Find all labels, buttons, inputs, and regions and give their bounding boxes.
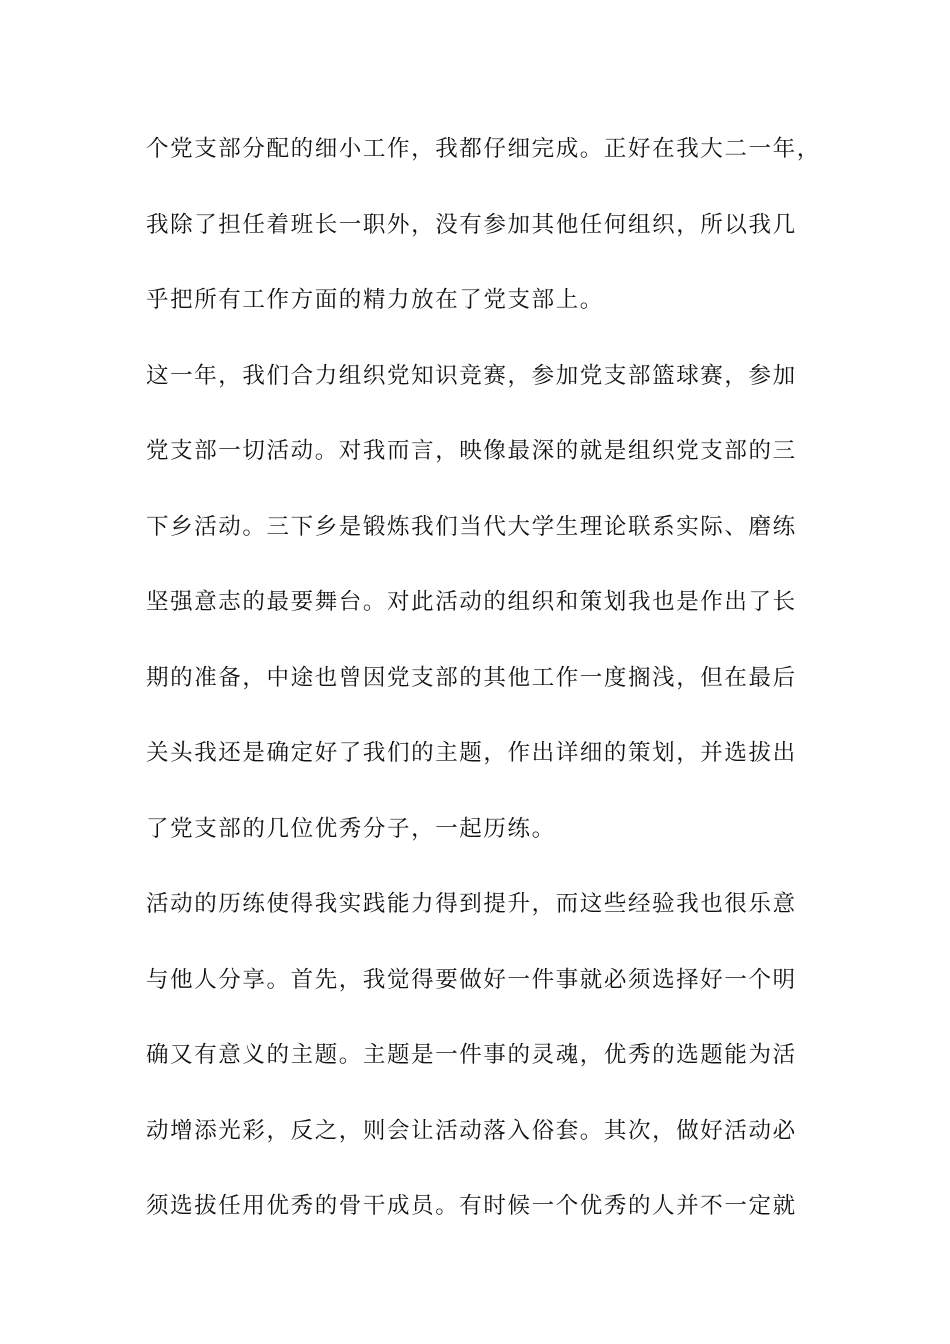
text-line: 党支部一切活动。对我而言，映像最深的就是组织党支部的三: [146, 438, 797, 464]
text-line: 确又有意义的主题。主题是一件事的灵魂，优秀的选题能为活: [146, 1042, 797, 1068]
text-line: 动增添光彩，反之，则会让活动落入俗套。其次，做好活动必: [146, 1117, 797, 1144]
text-line: 活动的历练使得我实践能力得到提升，而这些经验我也很乐意: [146, 891, 797, 917]
text-line: 了党支部的几位优秀分子，一起历练。: [146, 815, 556, 842]
text-line: 下乡活动。三下乡是锻炼我们当代大学生理论联系实际、磨练: [146, 513, 797, 540]
text-line: 关头我还是确定好了我们的主题，作出详细的策划，并选拔出: [146, 740, 797, 766]
text-line: 须选拔任用优秀的骨干成员。有时候一个优秀的人并不一定就: [146, 1193, 797, 1219]
document-body-text: [146, 127, 826, 1260]
text-line: 期的准备，中途也曾因党支部的其他工作一度搁浅，但在最后: [146, 664, 797, 691]
text-line: 乎把所有工作方面的精力放在了党支部上。: [146, 287, 604, 313]
text-line: 坚强意志的最要舞台。对此活动的组织和策划我也是作出了长: [146, 589, 797, 615]
text-line: 个党支部分配的细小工作，我都仔细完成。正好在我大二一年，: [146, 136, 821, 162]
text-line: 我除了担任着班长一职外，没有参加其他任何组织，所以我几: [146, 211, 797, 238]
text-line: 与他人分享。首先，我觉得要做好一件事就必须选择好一个明: [146, 966, 797, 993]
text-line: 这一年，我们合力组织党知识竞赛，参加党支部篮球赛，参加: [146, 362, 797, 389]
